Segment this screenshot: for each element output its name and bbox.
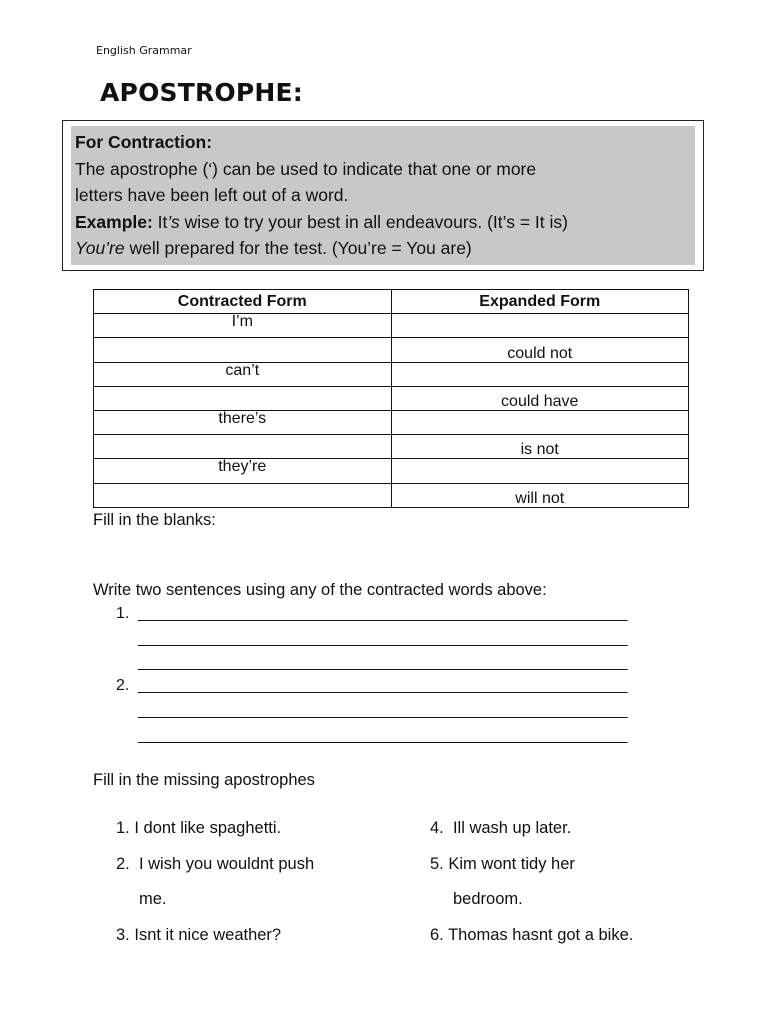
exercise-item-2-cont: me. (139, 890, 167, 908)
exercise-item-6 (430, 926, 633, 945)
info-example-1 (75, 209, 691, 236)
item-number: 4. (430, 819, 444, 837)
item-number: 1. (116, 819, 130, 837)
table-row (94, 314, 689, 338)
example1-post: wise to try your best in all endeavours. (It’s = It is) (179, 211, 568, 232)
sentence-2-line-2[interactable]: _______________________________________________________ (138, 702, 628, 719)
contracted-cell[interactable]: there’s (94, 410, 392, 434)
expanded-cell[interactable]: will not (391, 483, 689, 507)
sentence-2-line-1[interactable] (116, 677, 627, 695)
table-header-row (94, 290, 689, 314)
contraction-info-box (62, 120, 704, 271)
expanded-cell[interactable] (391, 314, 689, 338)
table-row (94, 483, 689, 507)
table-row (94, 338, 689, 362)
exercise-item-1 (116, 819, 281, 838)
contracted-cell[interactable]: can’t (94, 362, 392, 386)
answer-blank: _______________________________________________________ (138, 605, 628, 622)
header-expanded-form: Expanded Form (391, 290, 689, 314)
contracted-cell[interactable] (94, 483, 392, 507)
info-heading: For Contraction: (75, 132, 213, 152)
write-sentences-prompt: Write two sentences using any of the contracted words above: (93, 581, 547, 599)
sentence-number: 1. (116, 605, 130, 622)
table-row (94, 459, 689, 483)
contracted-cell[interactable]: I’m (94, 314, 392, 338)
example2-post: well prepared for the test. (You’re = You are) (124, 238, 472, 258)
item-text: Thomas hasnt got a bike. (448, 926, 634, 944)
item-text: Ill wash up later. (452, 819, 572, 837)
answer-blank: _______________________________________________________ (138, 677, 628, 694)
expanded-cell[interactable] (391, 459, 689, 483)
exercise-item-5 (430, 855, 575, 874)
expanded-cell[interactable] (391, 410, 689, 434)
item-number: 5. (430, 855, 444, 873)
contracted-cell[interactable] (94, 338, 392, 362)
sentence-1-line-1[interactable] (116, 605, 627, 623)
exercise-item-3 (116, 926, 281, 945)
page-title: APOSTROPHE: (100, 78, 304, 107)
info-box-shaded (71, 126, 695, 265)
example-label: Example: (75, 211, 153, 232)
fill-blanks-label: Fill in the blanks: (93, 511, 216, 529)
exercise-item-4 (430, 819, 571, 838)
expanded-cell[interactable] (391, 362, 689, 386)
item-text: Kim wont tidy her (448, 855, 575, 873)
expanded-cell[interactable]: is not (391, 435, 689, 459)
item-text: Isnt it nice weather? (134, 926, 282, 944)
item-number: 3. (116, 926, 130, 944)
example2-italic: You’re (75, 238, 125, 258)
exercise-item-2 (116, 855, 314, 874)
table-row (94, 362, 689, 386)
info-description-2: letters have been left out of a word. (75, 185, 349, 205)
contracted-cell[interactable]: they’re (94, 459, 392, 483)
sentence-1-line-3[interactable]: _______________________________________________________ (138, 654, 628, 671)
table-row (94, 435, 689, 459)
sentence-2-line-3[interactable]: _______________________________________________________ (138, 727, 628, 744)
info-example-2 (75, 235, 691, 262)
expanded-cell[interactable]: could have (391, 386, 689, 410)
exercise-item-5-cont: bedroom. (453, 890, 523, 908)
header-contracted-form: Contracted Form (94, 290, 392, 314)
expanded-cell[interactable]: could not (391, 338, 689, 362)
sentence-1-line-2[interactable]: _______________________________________________________ (138, 630, 628, 647)
table-row (94, 386, 689, 410)
contraction-table (93, 289, 689, 508)
subject-header: English Grammar (96, 44, 192, 57)
contracted-cell[interactable] (94, 386, 392, 410)
example1-pre: It (152, 211, 168, 232)
missing-apostrophes-prompt: Fill in the missing apostrophes (93, 771, 315, 789)
item-number: 2. (116, 855, 130, 873)
contracted-cell[interactable] (94, 435, 392, 459)
item-text: I dont like spaghetti. (134, 819, 282, 837)
info-description-1: The apostrophe (‘) can be used to indicate that one or more (75, 158, 537, 179)
item-number: 6. (430, 926, 444, 944)
item-text: I wish you wouldnt push (138, 855, 315, 873)
table-row (94, 410, 689, 434)
sentence-number: 2. (116, 677, 130, 694)
example1-italic: ’s (167, 211, 180, 232)
